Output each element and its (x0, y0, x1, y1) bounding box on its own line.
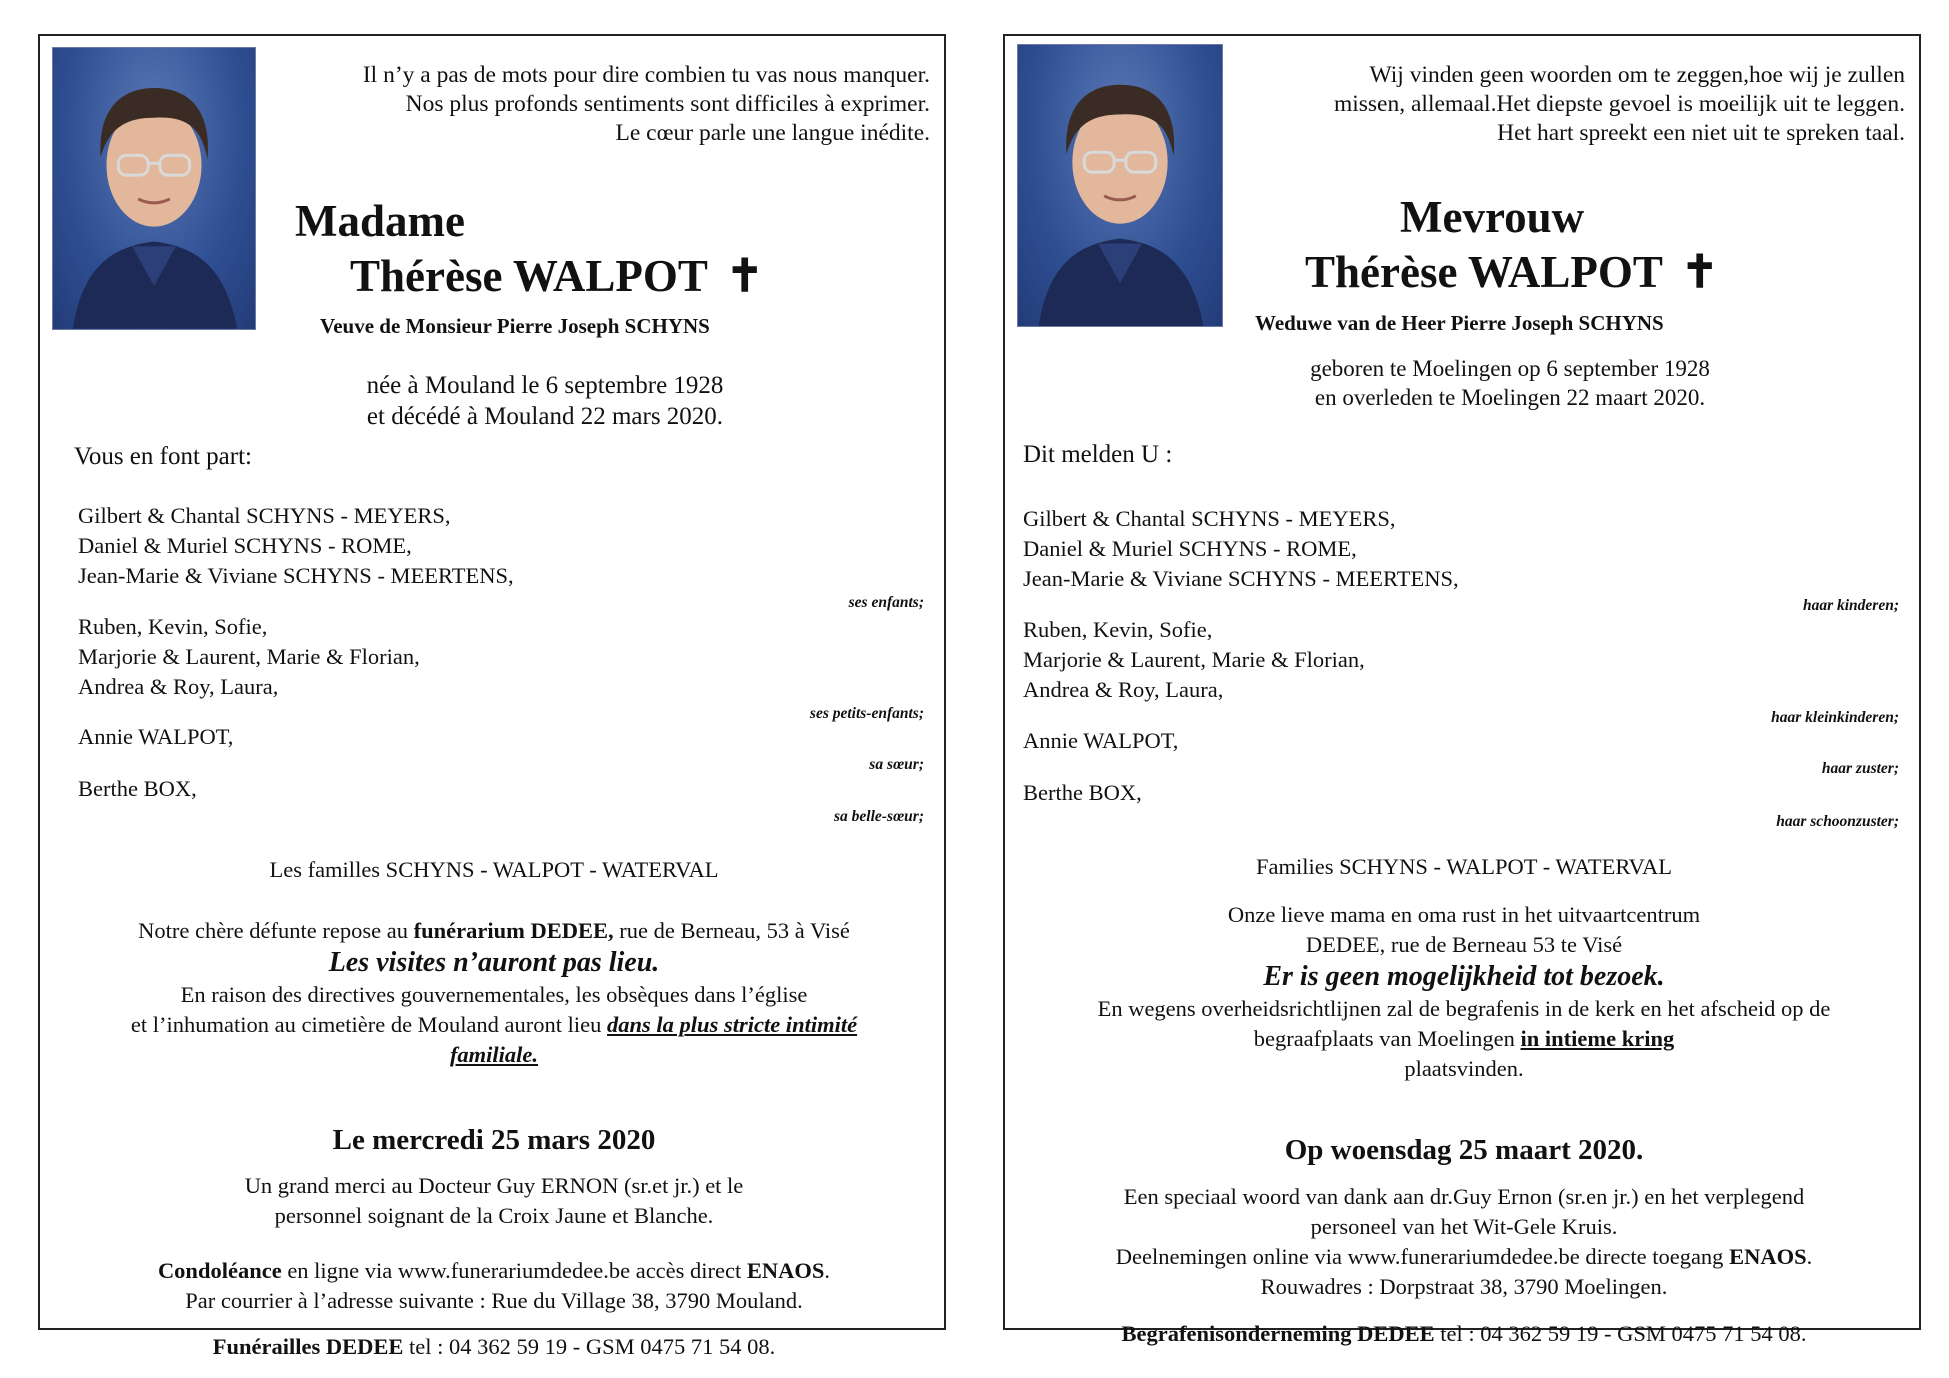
deceased-name: Thérèse WALPOT (1305, 247, 1663, 297)
reason-line: begraafplaats van Moelingen in intieme kring (1253, 1026, 1675, 1051)
sister-name: Annie WALPOT, (78, 724, 234, 749)
sister-in-law-name: Berthe BOX, (1023, 780, 1142, 805)
poem-line: missen, allemaal.Het diepste gevoel is moeilijk uit te leggen. (1333, 91, 1905, 117)
widow-line: Veuve de Monsieur Pierre Joseph SCHYNS (320, 314, 710, 338)
funeral-date: Op woensdag 25 maart 2020. (1284, 1134, 1644, 1166)
deceased-name-row (1305, 244, 1719, 300)
funeral-date: Le mercredi 25 mars 2020 (332, 1124, 656, 1156)
deceased-name: Thérèse WALPOT (350, 251, 708, 301)
mail-address: Par courrier à l’adresse suivante : Rue du Village 38, 3790 Mouland. (185, 1288, 803, 1313)
enaos-code: ENAOS (746, 1258, 825, 1283)
poem-line: Il n’y a pas de mots pour dire combien tu vas nous manquer. (362, 62, 930, 88)
reason-line: En wegens overheidsrichtlijnen zal de begrafenis in de kerk en het afscheid op de (1097, 996, 1831, 1021)
birth-line: née à Mouland le 6 septembre 1928 (366, 372, 724, 399)
children-list (1023, 504, 1459, 594)
announcement-fr (38, 34, 946, 1359)
thanks-line: personeel van het Wit-Gele Kruis. (1310, 1214, 1618, 1239)
death-line: et décédé à Mouland 22 mars 2020. (366, 403, 724, 430)
intro-line: Dit melden U : (1023, 441, 1173, 468)
relation-label: ses enfants; (848, 594, 924, 611)
arrangements (1005, 900, 1923, 1084)
no-visits-notice: Les visites n’auront pas lieu. (328, 947, 660, 978)
honorific: Madame (295, 196, 465, 246)
list-item: Marjorie & Laurent, Marie & Florian, (78, 644, 420, 669)
relation-label: sa sœur; (869, 756, 924, 773)
thanks-block (40, 1171, 948, 1231)
sister-in-law-name: Berthe BOX, (78, 776, 197, 801)
honorific: Mevrouw (1400, 192, 1585, 242)
sister-name: Annie WALPOT, (1023, 728, 1179, 753)
condolence-line: Condoléance en ligne via www.funerariumdedee.be accès direct ENAOS. (157, 1258, 831, 1283)
thanks-line: Un grand merci au Docteur Guy ERNON (sr.et jr.) et le (244, 1173, 744, 1198)
list-item: Jean-Marie & Viviane SCHYNS - MEERTENS, (78, 563, 514, 588)
list-item: Ruben, Kevin, Sofie, (78, 614, 268, 639)
relation-label: haar zuster; (1821, 760, 1899, 777)
reason-line: et l’inhumation au cimetière de Mouland auront lieu dans la plus stricte intimité (130, 1012, 858, 1037)
thanks-block (1005, 1182, 1923, 1302)
list-item: Daniel & Muriel SCHYNS - ROME, (78, 533, 412, 558)
list-item: Ruben, Kevin, Sofie, (1023, 617, 1213, 642)
poem-line: Het hart spreekt een niet uit te spreken taal. (1497, 120, 1905, 146)
poem-quote (363, 61, 930, 148)
list-item: Andrea & Roy, Laura, (78, 674, 279, 699)
intro-line: Vous en font part: (74, 443, 252, 470)
birth-line: geboren te Moelingen op 6 september 1928 (1310, 356, 1710, 381)
funeral-home-name: funérarium DEDEE, (413, 918, 614, 943)
families-line: Families SCHYNS - WALPOT - WATERVAL (1256, 854, 1672, 879)
widow-line: Weduwe van de Heer Pierre Joseph SCHYNS (1255, 311, 1664, 335)
life-dates (265, 370, 825, 432)
relation-label: haar kleinkinderen; (1771, 709, 1899, 726)
reason-line: plaatsvinden. (1404, 1056, 1524, 1081)
life-dates (1230, 354, 1790, 412)
rest-line: DEDEE, rue de Berneau 53 te Visé (1305, 932, 1623, 957)
grandchildren-list (1023, 615, 1365, 705)
funeral-director-footer: Begrafenisonderneming DEDEE tel : 04 362 59 19 - GSM 0475 71 54 08. (1121, 1321, 1807, 1346)
reason-line: En raison des directives gouvernementales, les obsèques dans l’église (180, 982, 808, 1007)
portrait-photo (1017, 44, 1223, 327)
relation-label: ses petits-enfants; (809, 705, 924, 722)
death-line: en overleden te Moelingen 22 maart 2020. (1314, 385, 1706, 410)
list-item: Gilbert & Chantal SCHYNS - MEYERS, (78, 503, 451, 528)
privacy-emphasis: dans la plus stricte intimité (607, 1012, 858, 1037)
list-item: Gilbert & Chantal SCHYNS - MEYERS, (1023, 506, 1396, 531)
funeral-director-footer: Funérailles DEDEE tel : 04 362 59 19 - GSM 0475 71 54 08. (212, 1334, 776, 1359)
list-item: Jean-Marie & Viviane SCHYNS - MEERTENS, (1023, 566, 1459, 591)
portrait-photo (52, 47, 256, 330)
poem-quote (1334, 61, 1905, 148)
privacy-emphasis: familiale. (449, 1042, 539, 1067)
rest-line: Onze lieve mama en oma rust in het uitvaartcentrum (1227, 902, 1701, 927)
portrait-illustration (1018, 45, 1222, 326)
rest-line: Notre chère défunte repose au funérarium DEDEE, rue de Berneau, 53 à Visé (138, 918, 850, 943)
poem-line: Le cœur parle une langue inédite. (615, 120, 930, 146)
children-list (78, 501, 514, 591)
arrangements (40, 916, 948, 1070)
portrait-illustration (53, 48, 255, 329)
condolence-block (40, 1256, 948, 1316)
no-visits-notice: Er is geen mogelijkheid tot bezoek. (1263, 961, 1665, 992)
thanks-line: personnel soignant de la Croix Jaune et Blanche. (274, 1203, 714, 1228)
condolence-line: Deelnemingen online via www.funerariumdedee.be directe toegang ENAOS. (1115, 1244, 1813, 1269)
grandchildren-list (78, 612, 420, 702)
enaos-code: ENAOS (1729, 1244, 1807, 1269)
list-item: Daniel & Muriel SCHYNS - ROME, (1023, 536, 1357, 561)
list-item: Andrea & Roy, Laura, (1023, 677, 1224, 702)
title-block (0, 193, 950, 249)
relation-label: sa belle-sœur; (834, 808, 924, 825)
relation-label: haar schoonzuster; (1776, 813, 1899, 830)
cross-icon: ✝ (725, 251, 764, 301)
families-line: Les familles SCHYNS - WALPOT - WATERVAL (269, 857, 719, 882)
privacy-emphasis: in intieme kring (1520, 1026, 1675, 1051)
list-item: Marjorie & Laurent, Marie & Florian, (1023, 647, 1365, 672)
relation-label: haar kinderen; (1802, 597, 1899, 614)
announcement-nl (1003, 34, 1921, 1346)
cross-icon: ✝ (1680, 247, 1719, 297)
poem-line: Wij vinden geen woorden om te zeggen,hoe wij je zullen (1369, 62, 1905, 88)
deceased-name-row (350, 248, 764, 304)
thanks-line: Een speciaal woord van dank aan dr.Guy Ernon (sr.en jr.) en het verplegend (1123, 1184, 1805, 1209)
mail-address: Rouwadres : Dorpstraat 38, 3790 Moelingen. (1260, 1274, 1668, 1299)
poem-line: Nos plus profonds sentiments sont difficiles à exprimer. (405, 91, 930, 117)
